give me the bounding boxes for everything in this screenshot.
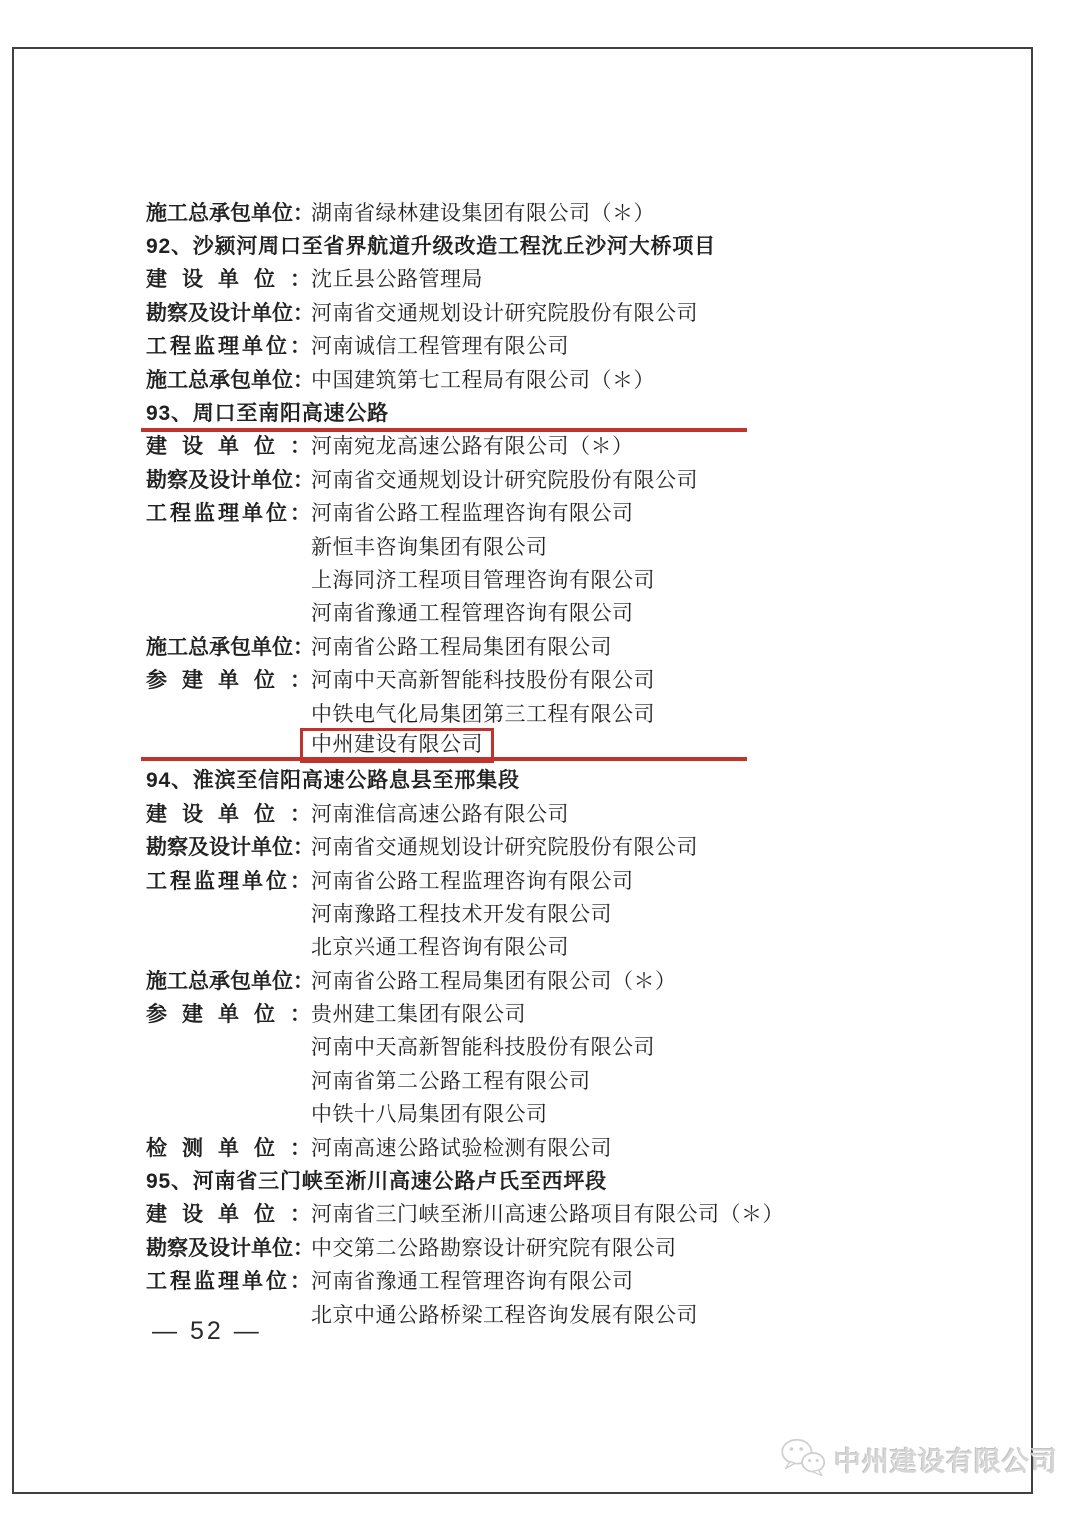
red-annotation-line bbox=[141, 757, 747, 761]
field-row bbox=[146, 462, 1006, 495]
company-name: 河南高速公路试验检测有限公司 bbox=[311, 1136, 612, 1160]
field-row bbox=[146, 629, 1006, 662]
field-row bbox=[146, 496, 1006, 529]
document-page bbox=[12, 47, 1033, 1494]
watermark-company-name: 中州建设有限公司 bbox=[834, 1447, 1058, 1477]
field-label: 工程监理单位： bbox=[146, 869, 311, 893]
field-row bbox=[146, 1264, 1006, 1297]
company-name: 河南中天高新智能科技股份有限公司 bbox=[311, 669, 655, 693]
field-label: 参建单位： bbox=[146, 669, 311, 693]
project-heading-text: 95、河南省三门峡至淅川高速公路卢氏至西坪段 bbox=[146, 1170, 607, 1194]
highlighted-company-name: 中州建设有限公司 bbox=[300, 728, 494, 763]
company-name: 河南省交通规划设计研究院股份有限公司 bbox=[311, 468, 698, 492]
company-name: 上海同济工程项目管理咨询有限公司 bbox=[311, 568, 655, 592]
company-name: 中交第二公路勘察设计研究院有限公司 bbox=[311, 1236, 677, 1260]
project-heading-text: 93、周口至南阳高速公路 bbox=[146, 402, 389, 426]
company-name: 北京中通公路桥梁工程咨询发展有限公司 bbox=[311, 1303, 698, 1327]
company-name: 中国建筑第七工程局有限公司（＊） bbox=[311, 368, 655, 392]
field-label: 勘察及设计单位： bbox=[146, 1236, 314, 1260]
field-row bbox=[146, 1230, 1006, 1263]
field-row bbox=[146, 262, 1006, 295]
field-continuation-row bbox=[146, 1097, 1006, 1130]
project-heading bbox=[146, 395, 1006, 428]
company-name: 河南宛龙高速公路有限公司（＊） bbox=[311, 435, 634, 459]
company-name: 新恒丰咨询集团有限公司 bbox=[311, 535, 548, 559]
project-heading bbox=[146, 228, 1006, 261]
field-label: 参建单位： bbox=[146, 1003, 311, 1027]
field-row bbox=[146, 796, 1006, 829]
field-continuation-row bbox=[146, 896, 1006, 929]
wechat-icon bbox=[780, 1436, 826, 1483]
brand-watermark bbox=[780, 1436, 1058, 1483]
field-row bbox=[146, 662, 1006, 695]
project-heading bbox=[146, 1163, 1006, 1196]
field-row bbox=[146, 362, 1006, 395]
company-name: 河南中天高新智能科技股份有限公司 bbox=[311, 1036, 655, 1060]
company-name: 河南淮信高速公路有限公司 bbox=[311, 802, 569, 826]
field-row bbox=[146, 195, 1006, 228]
field-continuation-row bbox=[146, 1297, 1006, 1330]
field-continuation-row bbox=[146, 562, 1006, 595]
project-heading bbox=[146, 763, 1006, 796]
field-label: 勘察及设计单位： bbox=[146, 468, 314, 492]
company-name: 河南省公路工程监理咨询有限公司 bbox=[311, 502, 634, 526]
company-name: 沈丘县公路管理局 bbox=[311, 268, 483, 292]
company-name: 河南诚信工程管理有限公司 bbox=[311, 335, 569, 359]
field-row bbox=[146, 963, 1006, 996]
field-label: 工程监理单位： bbox=[146, 335, 311, 359]
field-label: 施工总承包单位： bbox=[146, 635, 314, 659]
field-row bbox=[146, 295, 1006, 328]
field-continuation-row bbox=[146, 529, 1006, 562]
company-name: 河南省豫通工程管理咨询有限公司 bbox=[311, 1270, 634, 1294]
company-name: 河南省交通规划设计研究院股份有限公司 bbox=[311, 836, 698, 860]
project-heading-text: 94、淮滨至信阳高速公路息县至邢集段 bbox=[146, 769, 520, 793]
field-label: 建设单位： bbox=[146, 802, 311, 826]
field-continuation-row bbox=[146, 696, 1006, 729]
field-label: 建设单位： bbox=[146, 435, 311, 459]
field-continuation-row bbox=[146, 930, 1006, 963]
company-name: 河南省三门峡至淅川高速公路项目有限公司（＊） bbox=[311, 1203, 784, 1227]
company-name: 河南省交通规划设计研究院股份有限公司 bbox=[311, 301, 698, 325]
field-continuation-row bbox=[146, 1030, 1006, 1063]
field-row bbox=[146, 1130, 1006, 1163]
field-label: 施工总承包单位： bbox=[146, 201, 314, 225]
field-label: 勘察及设计单位： bbox=[146, 301, 314, 325]
company-name: 河南省公路工程局集团有限公司 bbox=[311, 635, 612, 659]
company-name: 中铁电气化局集团第三工程有限公司 bbox=[311, 702, 655, 726]
field-row bbox=[146, 996, 1006, 1029]
project-heading-text: 92、沙颍河周口至省界航道升级改造工程沈丘沙河大桥项目 bbox=[146, 235, 716, 259]
field-row bbox=[146, 863, 1006, 896]
field-label: 勘察及设计单位： bbox=[146, 836, 314, 860]
company-name: 贵州建工集团有限公司 bbox=[311, 1003, 526, 1027]
field-row bbox=[146, 1197, 1006, 1230]
field-label: 工程监理单位： bbox=[146, 1270, 311, 1294]
company-name: 湖南省绿林建设集团有限公司（＊） bbox=[311, 201, 655, 225]
field-label: 建设单位： bbox=[146, 1203, 311, 1227]
company-name: 河南豫路工程技术开发有限公司 bbox=[311, 902, 612, 926]
field-row bbox=[146, 829, 1006, 862]
field-row bbox=[146, 429, 1006, 462]
company-name: 河南省第二公路工程有限公司 bbox=[311, 1069, 591, 1093]
field-label: 施工总承包单位： bbox=[146, 368, 314, 392]
field-label: 建设单位： bbox=[146, 268, 311, 292]
field-continuation-row bbox=[146, 596, 1006, 629]
company-name: 河南省公路工程局集团有限公司（＊） bbox=[311, 969, 677, 993]
company-name: 河南省公路工程监理咨询有限公司 bbox=[311, 869, 634, 893]
page-number: — 52 — bbox=[152, 1317, 262, 1345]
document-body bbox=[146, 195, 1006, 1330]
field-label: 施工总承包单位： bbox=[146, 969, 314, 993]
field-label: 工程监理单位： bbox=[146, 502, 311, 526]
field-label: 检测单位： bbox=[146, 1136, 311, 1160]
company-name: 河南省豫通工程管理咨询有限公司 bbox=[311, 602, 634, 626]
company-name: 中铁十八局集团有限公司 bbox=[311, 1103, 548, 1127]
field-row bbox=[146, 329, 1006, 362]
field-continuation-row bbox=[146, 1063, 1006, 1096]
company-name: 北京兴通工程咨询有限公司 bbox=[311, 936, 569, 960]
